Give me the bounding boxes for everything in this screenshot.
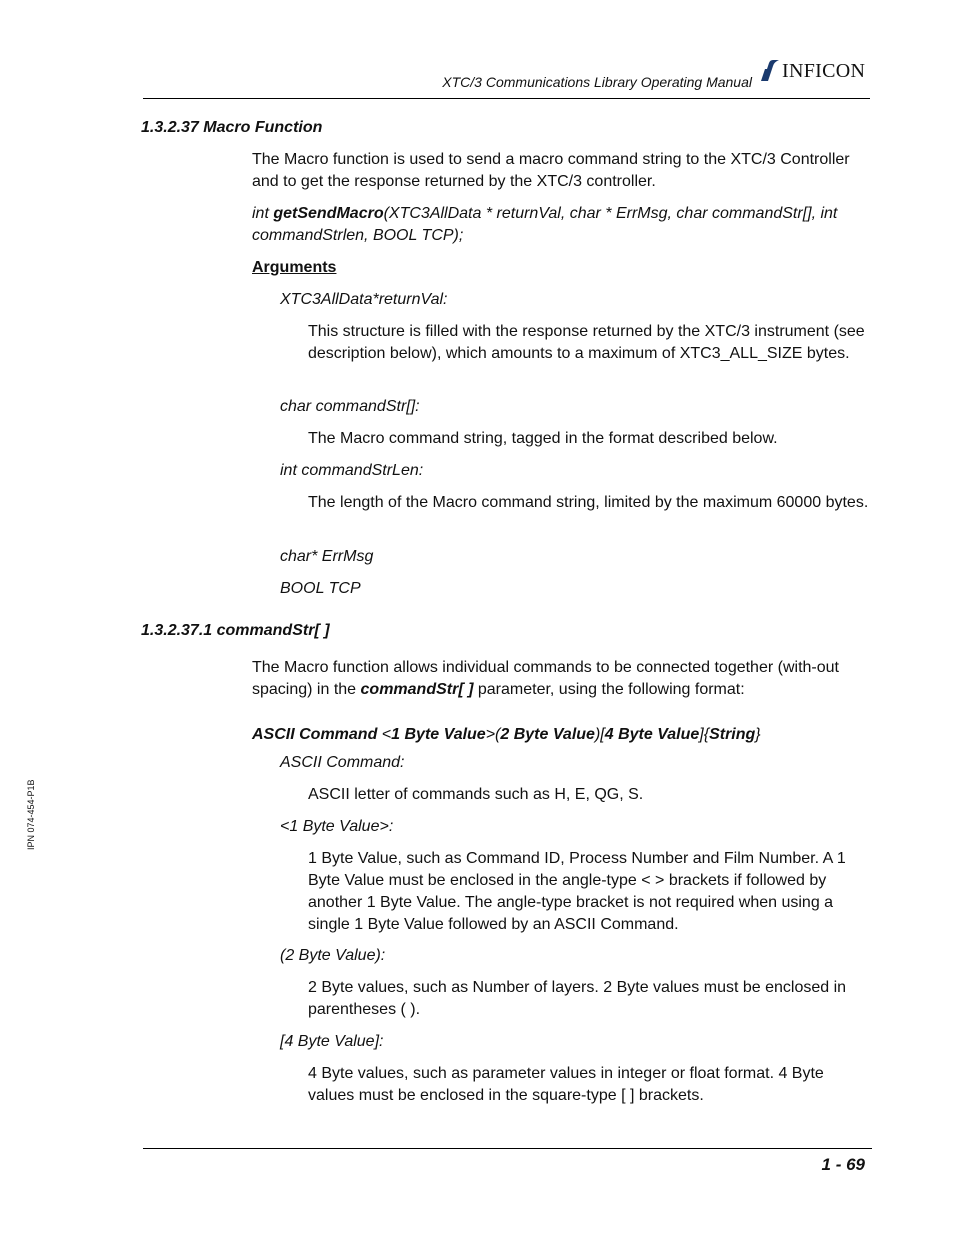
argument-label: XTC3AllData*returnVal: xyxy=(280,291,448,308)
page-number: 1 - 69 xyxy=(821,1155,865,1174)
document-code: IPN 074-454-P1B xyxy=(26,779,36,850)
inficon-logo xyxy=(760,59,874,83)
intro-param-name: commandStr[ ] xyxy=(360,681,474,698)
section-heading: 1.3.2.37 Macro Function xyxy=(141,119,323,136)
section-intro: The Macro function is used to send a macro command string to the XTC/3 Controller and to get the response returned by the XTC/3 controller. xyxy=(252,151,850,190)
format-item-label: <1 Byte Value>: xyxy=(280,818,394,835)
function-signature xyxy=(252,203,872,247)
logo-text: INFICON xyxy=(782,60,866,82)
argument-label: char commandStr[]: xyxy=(280,398,420,415)
format-sep: >( xyxy=(485,726,501,743)
argument-description: The Macro command string, tagged in the format described below. xyxy=(308,430,778,447)
intro-text: The Macro function allows individual commands to be connected together (with-out spacing) in the xyxy=(252,659,839,698)
format-item-description: ASCII letter of commands such as H, E, QG, S. xyxy=(308,786,644,803)
footer-rule xyxy=(143,1148,872,1149)
header-rule xyxy=(143,98,870,99)
format-one-byte: 1 Byte Value xyxy=(391,726,486,743)
format-item-label: (2 Byte Value): xyxy=(280,947,386,964)
argument-label: BOOL TCP xyxy=(280,580,361,597)
format-item-label: [4 Byte Value]: xyxy=(280,1033,384,1050)
subsection-intro xyxy=(252,657,872,701)
argument-label: int commandStrLen: xyxy=(280,462,424,479)
argument-description: This structure is filled with the response returned by the XTC/3 instrument (see description below), which amounts to a maximum of XTC3_ALL_SIZE bytes. xyxy=(308,323,865,362)
format-sep: ]{ xyxy=(699,726,710,743)
format-sep: < xyxy=(377,726,392,743)
format-item-description: 2 Byte values, such as Number of layers. 2 Byte values must be enclosed in parentheses ( ). xyxy=(308,979,847,1018)
format-two-byte: 2 Byte Value xyxy=(500,726,595,743)
argument-label: char* ErrMsg xyxy=(280,548,374,565)
intro-text: parameter, using the following format: xyxy=(473,681,745,698)
format-item-description: 1 Byte Value, such as Command ID, Process Number and Film Number. A 1 Byte Value must be enclosed in the angle-type < > brackets if followed by another 1 Byte Value. The angle-type bracket is not required when using a single 1 Byte Value followed by an ASCII Command. xyxy=(308,850,846,933)
signature-type: int xyxy=(252,205,274,222)
format-ascii: ASCII Command xyxy=(252,726,378,743)
subsection-heading: 1.3.2.37.1 commandStr[ ] xyxy=(141,622,330,639)
format-sep: )[ xyxy=(594,726,605,743)
format-item-description: 4 Byte values, such as parameter values in integer or float format. 4 Byte values must be enclosed in the square-type [ ] brackets. xyxy=(308,1065,824,1104)
signature-name: getSendMacro xyxy=(273,205,384,222)
logo-mark-icon xyxy=(760,59,782,83)
format-string: String xyxy=(709,726,756,743)
command-format xyxy=(252,724,872,746)
format-four-byte: 4 Byte Value xyxy=(604,726,700,743)
manual-title: XTC/3 Communications Library Operating Manual xyxy=(442,74,752,90)
signature-params: (XTC3AllData * returnVal, char * ErrMsg, char commandStr[], int commandStrlen, BOOL TCP); xyxy=(252,205,838,244)
argument-description: The length of the Macro command string, limited by the maximum 60000 bytes. xyxy=(308,494,869,511)
format-item-label: ASCII Command: xyxy=(280,754,405,771)
arguments-heading: Arguments xyxy=(252,259,337,276)
format-sep: } xyxy=(755,726,761,743)
